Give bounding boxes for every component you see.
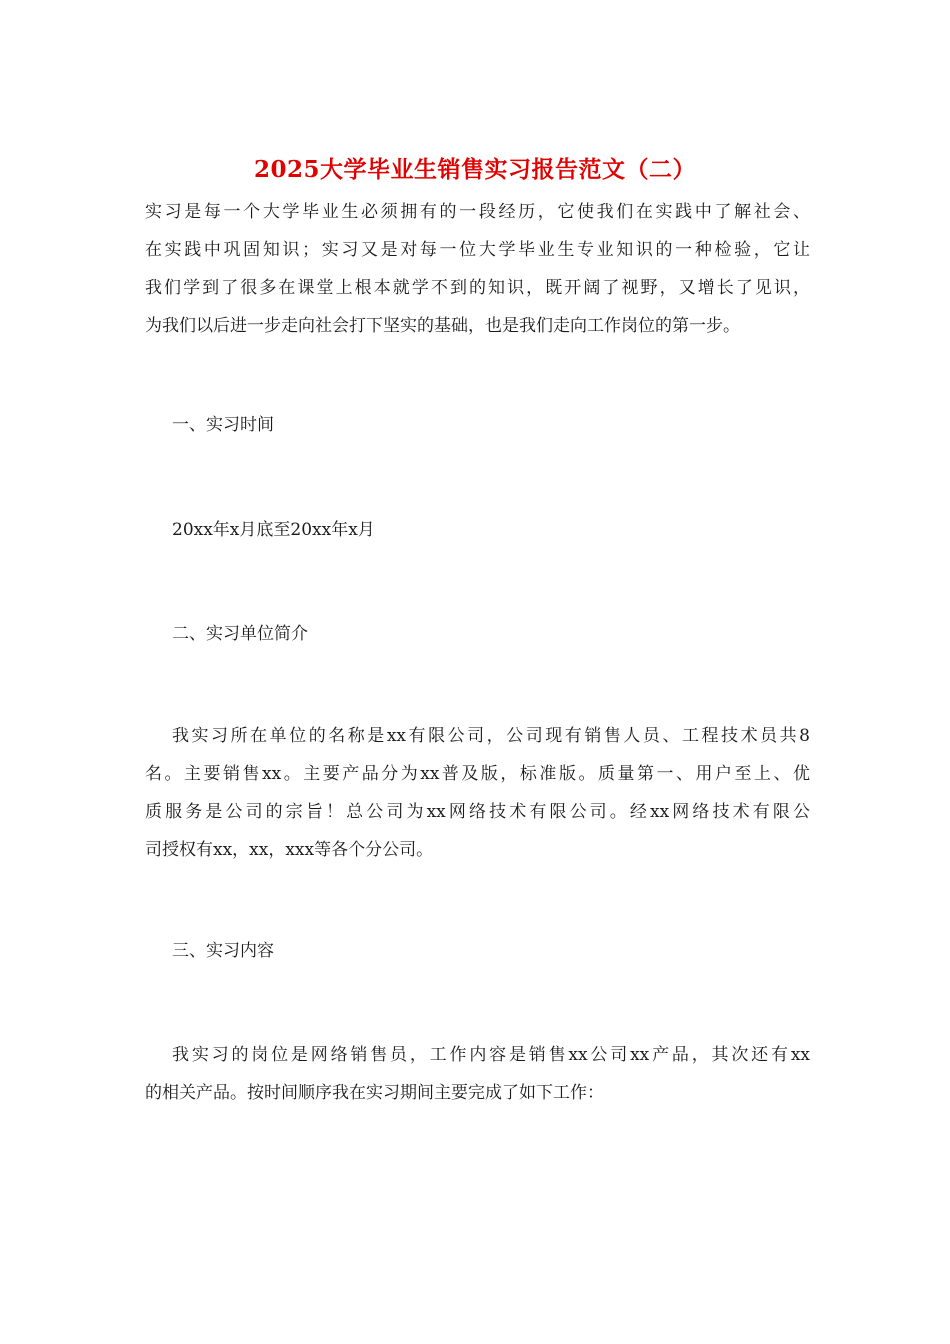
section2-line: 我实习所在单位的名称是xx有限公司，公司现有销售人员、工程技术员共8 bbox=[172, 726, 810, 746]
section2-line: 名。主要销售xx。主要产品分为xx普及版，标准版。质量第一、用户至上、优 bbox=[145, 764, 810, 784]
section1-heading: 一、实习时间 bbox=[172, 415, 274, 435]
intro-line: 在实践中巩固知识；实习又是对每一位大学毕业生专业知识的一种检验，它让 bbox=[145, 240, 810, 260]
section2-heading: 二、实习单位简介 bbox=[172, 624, 308, 644]
section1-body: 20xx年x月底至20xx年x月 bbox=[172, 520, 375, 540]
section2-line: 司授权有xx，xx，xxx等各个分公司。 bbox=[145, 840, 434, 860]
section3-paragraph bbox=[145, 1036, 810, 1112]
section2-paragraph bbox=[145, 717, 810, 869]
intro-line: 实习是每一个大学毕业生必须拥有的一段经历，它使我们在实践中了解社会、 bbox=[145, 202, 810, 222]
section3-line: 的相关产品。按时间顺序我在实习期间主要完成了如下工作： bbox=[145, 1083, 604, 1103]
section3-heading: 三、实习内容 bbox=[172, 941, 274, 961]
intro-line: 我们学到了很多在课堂上根本就学不到的知识，既开阔了视野，又增长了见识， bbox=[145, 278, 810, 298]
intro-line: 为我们以后进一步走向社会打下坚实的基础，也是我们走向工作岗位的第一步。 bbox=[145, 316, 740, 336]
section2-line: 质服务是公司的宗旨！总公司为xx网络技术有限公司。经xx网络技术有限公 bbox=[145, 802, 810, 822]
document-title: 2025大学毕业生销售实习报告范文（二） bbox=[253, 156, 696, 183]
intro-paragraph bbox=[145, 193, 810, 345]
section3-line: 我实习的岗位是网络销售员，工作内容是销售xx公司xx产品，其次还有xx bbox=[172, 1045, 810, 1065]
